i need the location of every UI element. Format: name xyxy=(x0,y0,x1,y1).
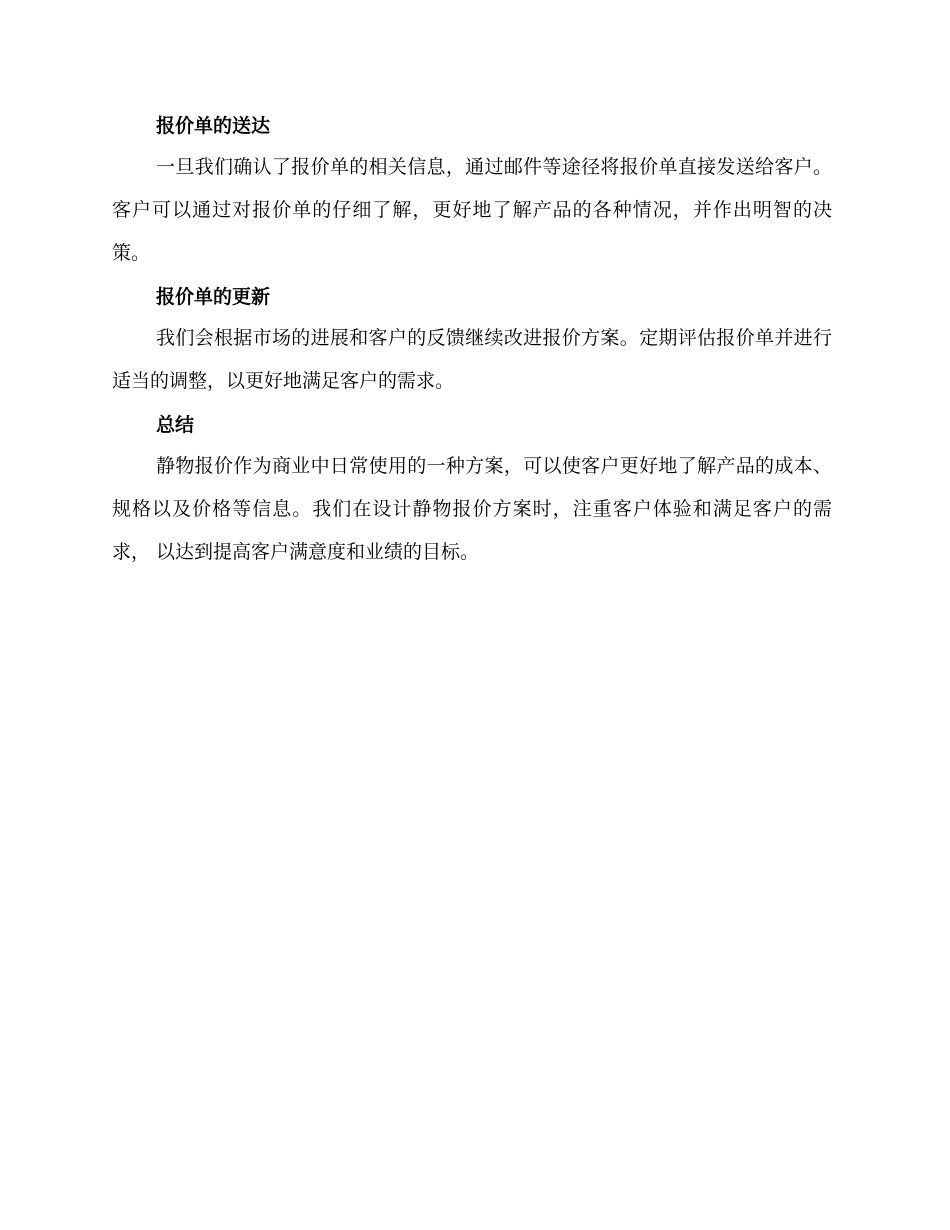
document-page xyxy=(112,110,832,578)
section-heading: 报价单的更新 xyxy=(156,286,271,308)
section-paragraph: 一旦我们确认了报价单的相关信息，通过邮件等途径将报价单直接发送给客户。客户可以通过对报价单的仔细了解，更好地了解产品的各种情况，并作出明智的决策。 xyxy=(112,156,832,264)
section-update xyxy=(112,281,832,403)
section-heading: 报价单的送达 xyxy=(156,115,271,137)
section-summary xyxy=(112,409,832,574)
section-paragraph: 静物报价作为商业中日常使用的一种方案，可以使客户更好地了解产品的成本、规格以及价格等信息。我们在设计静物报价方案时，注重客户体验和满足客户的需求， 以达到提高客户满意度和业绩的目标。 xyxy=(112,455,832,563)
section-delivery xyxy=(112,110,832,275)
section-heading: 总结 xyxy=(156,414,195,436)
section-paragraph: 我们会根据市场的进展和客户的反馈继续改进报价方案。定期评估报价单并进行适当的调整，以更好地满足客户的需求。 xyxy=(112,327,832,392)
